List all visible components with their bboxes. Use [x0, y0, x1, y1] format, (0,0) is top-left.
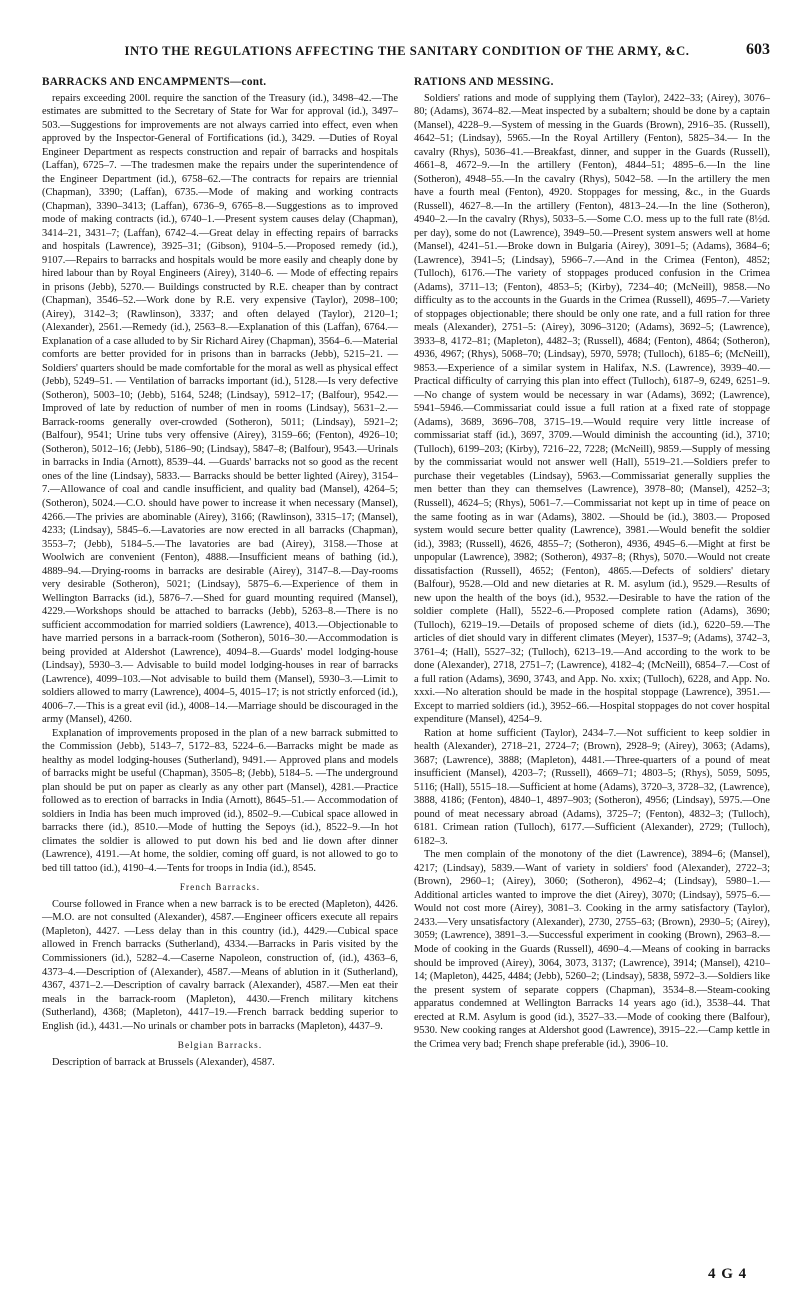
right-section-title: RATIONS AND MESSING.	[414, 76, 554, 88]
signature-mark: 4 G 4	[708, 1266, 748, 1282]
subhead-belgian-barracks: Belgian Barracks.	[177, 1040, 263, 1051]
left-paragraph-1: repairs exceeding 200l. require the sanction of the Treasury (id.), 3498–42.—The estimates are submitted to the Secretary of State for War for approval (id.), 3497–503.—Suggestions for improvements are not always carried into effect, even when approved by the Inspector-General of Fortifications (id.), 3429. —Duties of Royal Engineer Department as respects construction and repair of barracks and hospitals (Laffan), 6725–7. —The tradesmen make the repairs under the superintendence of the Engineer Department (id.), 6758–62.—The contracts for repairs are triennial (Chapman), 3390; (Laffan), 6735.—Mode of making and working contracts (Chapman), 3390–3413; (Laffan), 6736–9, 6765–8.—Suggestions as to improved mode of making contracts (id.), 6740–1.—Present system causes delay (Chapman), 3414–21, 3431–7; (Laffan), 6742–4.—Great delay in effecting repairs of barracks and hospitals (Lawrence), 3925–31; (Gibson), 9104–5.—Proposed remedy (id.), 9107.—Repairs to barracks and hospitals would be more easily and cheaply done by hired labour than by Royal Engineers (Airey), 3140–6. — Mode of effecting repairs in prisons (Jebb), 5270.— Buildings constructed by R.E. cheaper than by contract (Chapman), 3546–52.—Work done by R.E. very expensive (Taylor), 2098–100; (Airey), 3142–3; (Rawlinson), 3337; and often delayed (Taylor), 2120–1; (Alexander), 2561.—Remedy (id.), 2563–8.—Explanation of this (Laffan), 6764.—Explanation of a case alluded to by Sir Richard Airey (Chapman), 3564–6.—Material comforts are better provided for in prisons than in barracks (Jebb), 5215–21. —Soldiers' quarters should be made comfortable for the moral as well as physical effect (Jebb), 5249–51. — Ventilation of barracks important (id.), 5128.—Is very defective (Sotheron), 5003–10; (Jebb), 5164, 5248; (Lindsay), 5912–17; (Balfour), 9542.—Improved of late by reduction of number of men in rooms (Lindsay), 5631–2.— Barrack-rooms generally over-crowded (Sotheron), 5011; (Lindsay), 5921–2; (Balfour), 9541; Urine tubs very offensive (Airey), 3159–66; (Fenton), 4926–10; (Sotheron), 5012–16; (Jebb), 5186–90; (Lindsay), 5847–8; (Balfour), 9543.—Urinals in barracks in India (Arnott), 8539–44. —Guards' barracks not so good as the recent ones of the line (Lindsay), 5833.— Barracks should be better lighted (Airey), 3154–7.—Allowance of coal and candle insufficient, and quality bad (Mansel), 4264–5; (Sotheron), 5024.—C.O. should have power to increase it when necessary (Mansel), 4266.—The privies are abominable (Airey), 3166; (Rawlinson), 3315–17; (Mansel), 4233; (Lindsay), 5845–6.—Lavatories are now erected in all barracks (Chapman), 3553–7; (Jebb), 5184–5.—The lavatories are bad (Airey), 3158.—Those at Woolwich are convenient (Fenton), 4888.—Insufficient means of bathing (id.), 4889–94.—Drying-rooms in barracks are desirable (Airey), 3147–8.—Day-rooms very desirable (Sotheron), 5021; (Lindsay), 5875–6.—Experience of them in Wellington Barracks (id.), 5876–7.—Shed for guard mounting required (Mansel), 4229.—Workshops should be attached to barracks (Jebb), 5263–8.—There is no sufficient accommodation for married soldiers (Lawrence), 4013.—Objectionable to have married persons in a barrack-room (Sotheron), 5016–30.—Accommodation is being provided at Aldershot (Lawrence), 4094–8.—Guards' model lodging-house (Lindsay), 5930–3.— Advisable to build model lodging-houses in rear of barracks (Lawrence), 4099–103.—Not advisable to build them (Mansel), 5930–3.—Limit to soldiers allowed to marry (Lawrence), 4004–5, 4015–17; is not strictly enforced (id.), 4006–7.—This is a great evil (id.), 4008–14.—Marriage should be discouraged in the army (Mansel), 4260.	[42, 92, 398, 726]
running-head-title: INTO THE REGULATIONS AFFECTING THE SANITARY CONDITION OF THE ARMY, &C.	[124, 44, 690, 58]
left-paragraph-3: Course followed in France when a new barrack is to be erected (Mapleton), 4426.—M.O. are not consulted (Alexander), 4587.—Engineer officers execute all repairs (Mapleton), 4427. —Less delay than in this country (id.), 4429.—Cubical space allowed in French barracks (Sutherland), 4334.—Barracks in Paris visited by the Commissioners (id.), 5282–4.—Caserne Napoleon, construction of, (id.), 4363–6, 4373–4.—Description of (Alexander), 4587.—Means of ablution in it (Sutherland), 4367, 4371–2.—Description of cavalry barrack (Alexander), 4587.—Men eat their meals in the barrack-room (Mapleton), 4430.—French military kitchens (Sutherland), 4368; (Mapleton), 4417–19.—French barrack bedding superior to English (id.), 4431.—No urinals or chamber pots in barracks (Mapleton), 4437–9.	[42, 898, 398, 1032]
left-section-title: BARRACKS AND ENCAMPMENTS—cont.	[42, 76, 267, 88]
left-paragraph-4: Description of barrack at Brussels (Alexander), 4587.	[52, 1056, 275, 1068]
right-paragraph-2: Ration at home sufficient (Taylor), 2434–7.—Not sufficient to keep soldier in health (Alexander), 2718–21, 2724–7; (Brown), 2928–9; (Airey), 3063; (Adams), 3687; (Lawrence), 3888; (Mapleton), 4481.—Three-quarters of a pound of meat insufficient (Mansel), 4203–7; (Russell), 4669–71; 4803–5; (Rhys), 5059, 5095, 5116; (Hall), 5515–18.—Sufficient at home (Adams), 3720–3, 3728–32, (Lawrence), 3888, 4186; (Fenton), 4840–1, 4897–903; (Sotheron), 4956; (Lindsay), 5975.—One pound of meat necessary abroad (Adams), 3725–7; (Fenton), 4832–3; (Tulloch), 6181. Crimean ration (Tulloch), 6177.—Sufficient (Alexander), 2729; (Tulloch), 6182–3.	[414, 727, 770, 847]
running-head	[42, 41, 772, 70]
page-number: 603	[746, 41, 770, 58]
right-paragraph-3: The men complain of the monotony of the diet (Lawrence), 3894–6; (Mansel), 4217; (Lindsay), 5839.—Want of variety in soldiers' food (Alexander), 2722–3; (Brown), 2960–1; (Airey), 3060; (Sotheron), 4962–4; (Lindsay), 5980–1.—Additional articles wanted to improve the diet (Airey), 3070; (Lindsay), 5975–6.—Would not cost more (Airey), 3081–3. Cooking in the army satisfactory (Taylor), 2433.—Very unsatisfactory (Alexander), 2730, 2755–63; (Brown), 2930–5; (Airey), 3059; (Lawrence), 3891–3.—Successful experiment in cooking (Brown), 2963–8.—Mode of cooking in the Guards (Russell), 4690–4.—Means of cooking in barracks should be improved (Airey), 3064, 3073, 3137; (Lawrence), 3914; (Mansel), 4210–14; (Mapleton), 4425, 4484; (Jebb), 5260–2; (Lindsay), 5838, 5972–3.—Soldiers like the present system of separate coppers (Chapman), 3534–8.—Steam-cooking apparatus condemned at Wellington Barracks 14 years ago (id.), 3538–44. That erected at R.M. Asylum is good (id.), 3527–33.—Mode of cooking there (Balfour), 9530. New cooking ranges at Aldershot good (Lawrence), 3915–22.—Camp kettle in the Crimea very bad; French shape preferable (id.), 3906–10.	[414, 849, 770, 1050]
left-column	[42, 76, 398, 1069]
subhead-french-barracks: French Barracks.	[179, 882, 261, 893]
right-paragraph-1: Soldiers' rations and mode of supplying them (Taylor), 2422–33; (Airey), 3076–80; (Adams), 3674–82.—Meat inspected by a subaltern; should be done by a captain (Mansel), 4228–9.—System of messing in the Guards (Brown), 2916–35. (Russell), 4642–51; (Lindsay), 5965.—In the Royal Artillery (Fenton), 5825–34.— In the cavalry (Rhys), 5036–41.—Breakfast, dinner, and supper in the Guards (Russell), 4661–8, 4672–9.—In the artillery (Fenton), 4844–51; 4895–6.—In the line (Sotheron), 4948–55.—In the cavalry (Rhys), 5042–58. —In the artillery the men have a fourth meal (Fenton), 4920. Stoppages for messing, &c., in the Guards (Russell), 4627–8.—In the artillery (Fenton), 4813–24.—In the line (Sotheron), 4940–2.—In the cavalry (Rhys), 5033–5.—Some C.O. mess up to the full rate (8½d. per day), some do not (Lawrence), 3949–50.—Present system answers well at home (Mansel), 4241–51.—Broke down in Bulgaria (Airey), 3091–5; (Adams), 3684–6; (Lawrence), 3941–5; (Lindsay), 5966–7.—And in the Crimea (Fenton), 4852; (Tulloch), 6176.—The variety of stoppages produced confusion in the Crimea (Adams), 3711–13; (Fenton), 4853–5; (Kirby), 7234–40; (McNeill), 9858.—No difficulty as to the accounts in the Guards in the Crimea (Russell), 4695–7.—Variety of stoppages objectionable; there should be only one rate, and a full ration for three meals (Alexander), 2751–5: (Airey), 3096–3120; (Adams), 3692–5; (Lawrence), 3933–8, 4172–81; (Mapleton), 4482–3; (Russell), 4684; (Fenton), 4864; (Sotheron), 4936, 4967; (Rhys), 5068–70; (Lindsay), 5970, 5978; (Tulloch), 6185–6; (McNeill), 9853.—Experience of a similar system in Halifax, N.S. (Lawrence), 3939–40.—Practical difficulty of carrying this plan into effect (Tulloch), 6187–9, 6249, 6251–9.—No change of system would be necessary in war (Adams), 3692; (Lawrence), 5941–5946.—Commissariat could issue a full ration at a fixed rate of stoppage (Adams), 3689, 3696–708, 3715–19.—Would require very little increase of commissariat staff (id.), 3697, 3709.—Would diminish the accounting (id.), 3710; (Tulloch), 6199–203; (Kirby), 7216–22, 7228; (McNeill), 9859.—Supply of messing by the commissariat would not answer well (Hall), 5519–21.—Soldiers prefer to purchase their vegetables (Lindsay), 5963.—Commissariat generally supplies the men better than they can themselves (Lawrence), 3978–80; (Mansel), 4252–3; (Russell), 4624–5; (Rhys), 5061–7.—Commissariat not kept up in time of peace on the same footing as in war (Adams), 3802. —Should be (id.), 3803.— Proposed system would secure better quality (Lawrence), 3981.—Would benefit the soldier (id.), 3983; (Russell), 4626, 4855–7; (Sotheron), 4936, 4945–6.—Might at first be unpopular (Lawrence), 3982; (Sotheron), 4937–8; (Rhys), 5070.—Would not create dissatisfaction (Russell), 4652; (Fenton), 4865.—Defects of soldiers' dietary (Balfour), 9528.—Old and new dietaries at R. M. asylum (id.), 9529.—Results of new upon the health of the boys (id.), 9532.—Desirable to have the ration of the soldier complete (Hall), 5522–6.—Proposed complete ration (Adams), 3690; (Tulloch), 6219–19.—Details of proposed scheme of diets (id.), 6220–59.—The articles of diet should vary in different climates (Meyer), 1537–9; (Adams), 3742–3, 3761–4; (Hall), 5527–32; (Tulloch), 6213–19.—And according to the work to be done (Alexander), 2718, 2751–7; (Lawrence), 4182–4; (McNeill), 6854–7.—Cost of a full ration (Adams), 3690, 3743, and App. No. xxix; (Tulloch), 6228, and App. No. xxxi.—No alteration should be made in the hospital stoppage (Lawrence), 3951.—Except to married soldiers (id.), 3952–66.—Hospital stoppages do not cover hospital expenditure (Mansel), 4254–9.	[414, 92, 770, 726]
right-column	[414, 76, 770, 1051]
left-paragraph-2: Explanation of improvements proposed in the plan of a new barrack submitted to the Commission (Jebb), 5143–7, 5172–83, 5224–6.—Barracks might be made as healthy as model lodging-houses (Sutherland), 9491.— Approved plans and models of barracks might be useful (Chapman), 3505–8; (Jebb), 5184–5. —The underground plan should be put on paper as clearly as any other part (Mansel), 4281.—Practice followed as to erection of barracks in India (Arnott), 8645–51.— Accommodation of soldiers in India has been much improved (id.), 8502–9.—Cubical space allowed in barracks there (id.), 8510.—Mode of hutting the Sepoys (id.), 8522–9.—In hot climates the soldier is allowed to put down his bed and lie down after dinner (Lawrence), 4191.—At home, the soldier, coming off guard, is not allowed to go to bed till tattoo (id.), 4190–4.—Tents for troops in India (id.), 8545.	[42, 727, 398, 874]
